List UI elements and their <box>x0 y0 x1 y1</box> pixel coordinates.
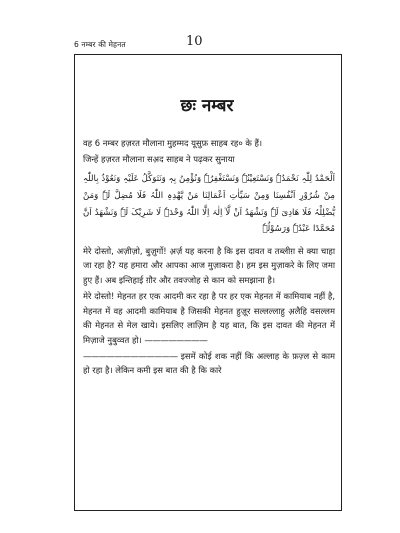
paragraph-3 <box>83 349 335 378</box>
paragraph-2 <box>83 289 335 348</box>
page-number: 10 <box>186 34 203 49</box>
arabic-khutba-end: اَنَّ مُحَمَّدًا عَبْدُہٗ وَرَسُوْلُہٗ <box>83 207 335 235</box>
dash-rule-short: ———————— <box>144 335 208 345</box>
running-head: 6 नम्बर की मेहनत <box>74 40 126 49</box>
intro-line-2: जिन्हें हज़रत मौलाना सअ़द साहब ने पढ़कर सुनाया <box>83 153 235 164</box>
chapter-title: छः नम्बर <box>180 96 234 116</box>
paragraph-3-text: इसमें कोई शक नहीं कि अल्लाह के फ़ज़्ल से काम हो रहा है। लेकिन कमी इस बात की है कि कारे <box>83 350 335 376</box>
arabic-khutba-main: اَلْحَمْدُ لِلّٰہِ نَحْمَدُہٗ وَنَسْتَعِیْنُہٗ وَنَسْتَغْفِرُہٗ وَنُؤْمِنُ بِہٖ وَنَتَوَکَّلُ عَلَیْہِ وَنَعُوْذُ بِاللّٰہِ مِنْ شُرُوْرِ اَنْفُسِنَا وَمِنْ سَیِّاٰتِ اَعْمَالِنَا مَنْ یَّھْدِہِ اللّٰہُ فَلَا مُضِلَّ لَہٗ وَمَنْ یُّضْلِلْہُ فَلَا ھَادِیَ لَہٗ وَنَشْھَدُ اَنْ لَّآ اِلٰہَ اِلَّا اللّٰہُ وَحْدَہٗ لَا شَرِیْکَ لَہٗ وَنَشْھَدُ <box>83 174 335 218</box>
body-text <box>83 136 335 378</box>
paragraph-1: मेरे दोस्तो, अज़ीज़ो, बुज़ुर्गो! अ़र्ज़ यह करना है कि इस दावत व तब्लीग़ से क्या चाहा जा रहा है? यह हमारा और आपका आज मुज़ाकरा है। हम इस मुज़ाकरे के लिए जमा हुए हैं। अब इन्तिहाई ग़ौर और तवज्जोह से कान को समझाना है। <box>83 245 335 286</box>
arabic-khutba <box>83 171 335 237</box>
paragraph-2-text: मेरे दोस्तो! मेहनत हर एक आदमी कर रहा है पर हर एक मेहनत में कामियाब नहीं है, मेहनत में वह आदमी कामियाब है जिसकी मेहनत हुज़ूर सल्लल्लाहु अ़लैहि वसल्लम की मेहनत से मेल खाये। इसलिए लाज़िम है यह बात, कि इस दावत की मेहनत में मिज़ाजे नुबुव्वत हो। <box>83 290 335 345</box>
dash-rule-long: ———————————— <box>83 350 178 361</box>
intro-paragraph: वह 6 नम्बर हज़रत मौलाना मुहम्मद यूसुफ़ साहब रह० के हैं। <box>83 138 263 148</box>
